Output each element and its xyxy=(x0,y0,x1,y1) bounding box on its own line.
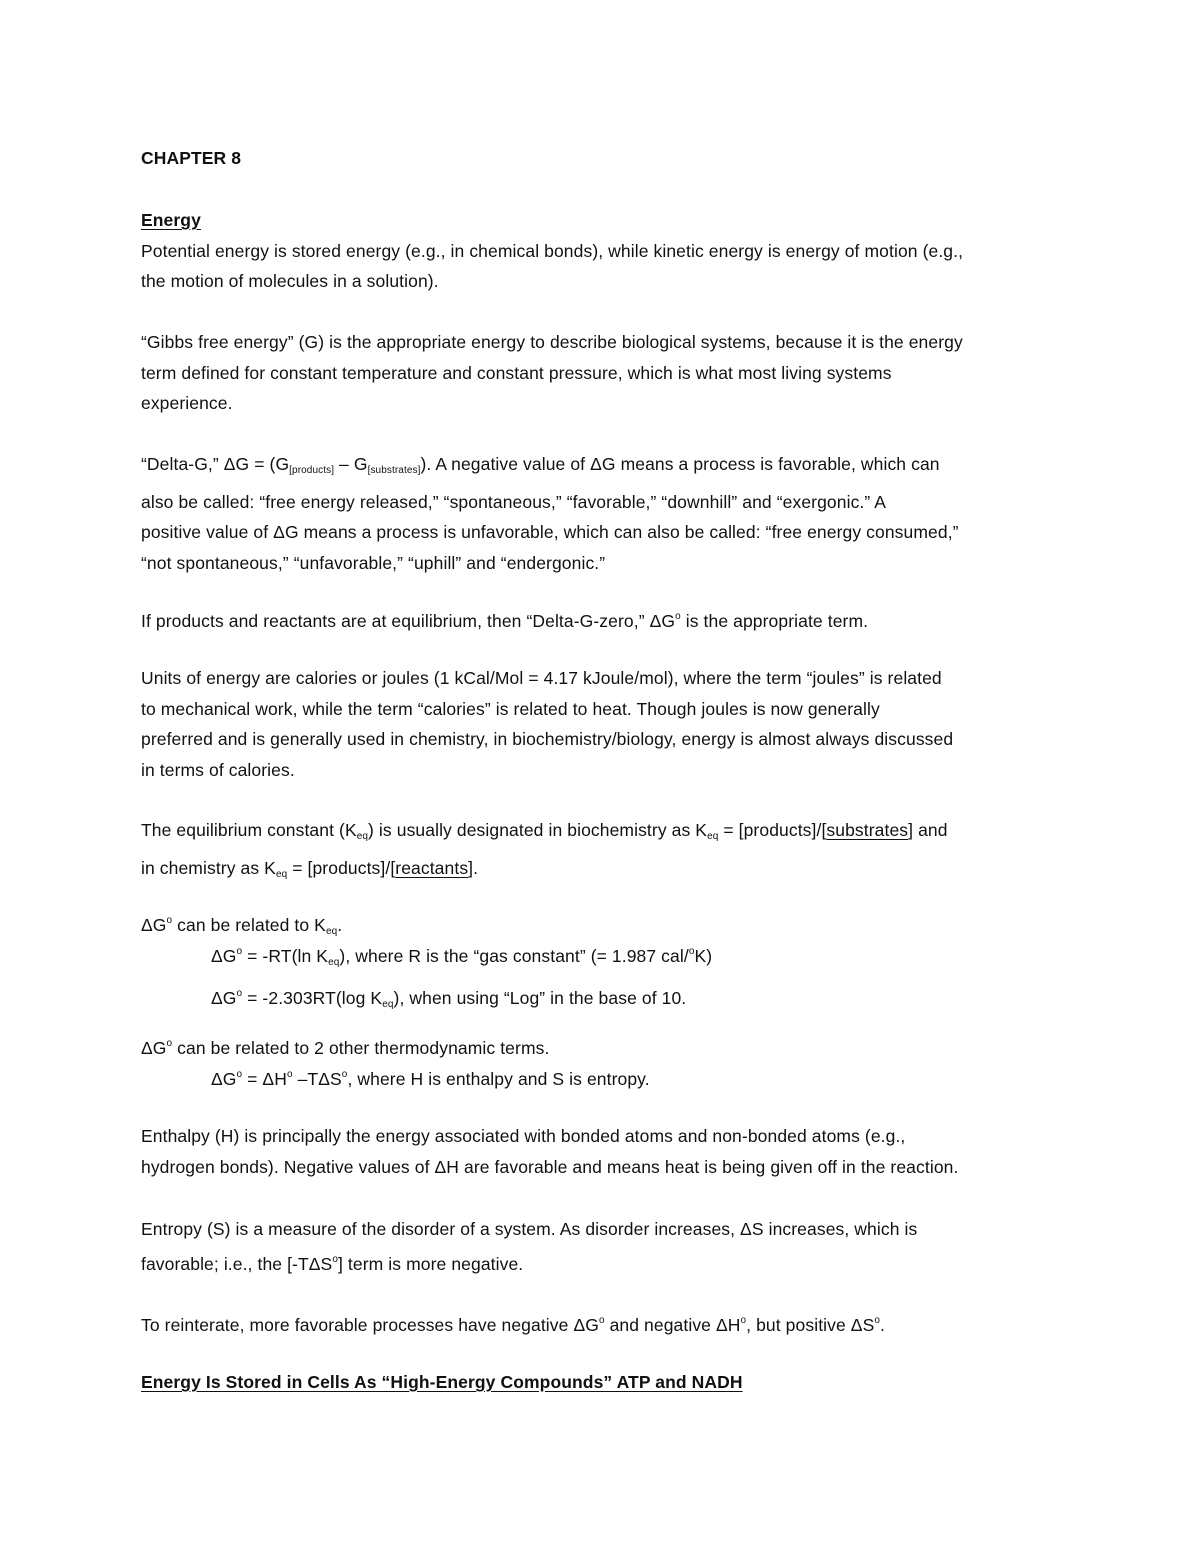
equilibrium-text: If products and reactants are at equilibrium, then “Delta-G-zero,” ΔG xyxy=(141,611,676,631)
gibbs-line-1: “Gibbs free energy” (G) is the appropriate energy to describe biological systems, because it is the energy xyxy=(141,332,963,352)
entropy-paragraph xyxy=(141,1214,1081,1279)
subscript: eq xyxy=(707,831,719,842)
reiterate-text: To reinterate, more favorable processes have negative ΔG xyxy=(141,1315,599,1335)
superscript: o xyxy=(236,1069,243,1080)
relation-text: can be related to 2 other thermodynamic terms. xyxy=(172,1038,550,1058)
delta-g-text: ). A negative value of ΔG means a process is favorable, which can xyxy=(420,454,940,474)
equation-text: ΔG xyxy=(211,946,237,966)
keq-underlined-term: substrates xyxy=(826,820,909,840)
units-line-4: in terms of calories. xyxy=(141,759,295,780)
superscript: o xyxy=(286,1069,293,1080)
equilibrium-text: is the appropriate term. xyxy=(680,611,869,631)
equation-text: K) xyxy=(694,946,713,966)
superscript: o xyxy=(166,1038,173,1049)
energy-heading: Energy xyxy=(141,210,201,230)
subscript: eq xyxy=(356,831,369,842)
equation-text: , where H is enthalpy and S is entropy. xyxy=(347,1069,650,1089)
energy-section xyxy=(141,205,1081,297)
equation-text: = -RT(ln K xyxy=(242,946,329,966)
enthalpy-paragraph xyxy=(141,1121,1081,1182)
units-paragraph xyxy=(141,663,1081,785)
reiterate-line xyxy=(141,1306,1081,1341)
enthalpy-line-2: hydrogen bonds). Negative values of ΔH are favorable and means heat is being given off in the reaction. xyxy=(141,1156,959,1177)
equation-gibbs-helmholtz xyxy=(211,1060,1151,1095)
entropy-text: ] term is more negative. xyxy=(338,1253,524,1274)
reiterate-text: . xyxy=(880,1315,885,1335)
subscript: eq xyxy=(275,868,288,880)
delta-g-text: “Delta-G,” ΔG = (G xyxy=(141,454,290,474)
units-line-2: to mechanical work, while the term “calories” is related to heat. Though joules is now generally xyxy=(141,698,880,719)
equation-text: ΔG xyxy=(211,987,237,1008)
equation-text: ΔG xyxy=(211,1069,237,1089)
superscript: o xyxy=(236,946,243,957)
subscript: [products] xyxy=(289,465,335,476)
superscript: o xyxy=(675,611,681,622)
superscript: o xyxy=(166,915,173,926)
units-line-3: preferred and is generally used in chemistry, in biochemistry/biology, energy is almost always discussed xyxy=(141,729,954,749)
entropy-text: favorable; i.e., the [-TΔS xyxy=(141,1253,333,1274)
delta-g-line-3: positive value of ΔG means a process is unfavorable, which can also be called: “free energy consumed,” xyxy=(141,522,959,542)
delta-g-paragraph xyxy=(141,449,1081,578)
equilibrium-line xyxy=(141,602,1081,637)
keq-text: ]. xyxy=(468,857,479,878)
entropy-line-1: Entropy (S) is a measure of the disorder of a system. As disorder increases, ΔS increases, which is xyxy=(141,1219,918,1239)
units-line-1: Units of energy are calories or joules (1 kCal/Mol = 4.17 kJoule/mol), where the term “joules” is related xyxy=(141,668,942,688)
enthalpy-line-1: Enthalpy (H) is principally the energy associated with bonded atoms and non-bonded atoms (e.g., xyxy=(141,1126,906,1146)
keq-text: = [products]/[ xyxy=(287,857,396,878)
equation-text: = -2.303RT(log K xyxy=(242,987,383,1008)
section-heading-high-energy-compounds: Energy Is Stored in Cells As “High-Energy Compounds” ATP and NADH xyxy=(141,1372,743,1392)
keq-text: ) is usually designated in biochemistry as K xyxy=(368,820,708,840)
relation-text: can be related to K xyxy=(172,915,326,935)
keq-text: = [products]/[ xyxy=(718,820,827,840)
delta-g-line-2: also be called: “free energy released,” “spontaneous,” “favorable,” “downhill” and “exergonic.” A xyxy=(141,491,887,512)
energy-para-line-2: the motion of molecules in a solution). xyxy=(141,271,439,291)
keq-paragraph xyxy=(141,815,1081,890)
superscript: o xyxy=(236,987,243,999)
superscript: o xyxy=(341,1069,348,1080)
superscript: o xyxy=(688,946,695,957)
gibbs-paragraph xyxy=(141,327,1081,419)
reiterate-text: and negative ΔH xyxy=(604,1315,741,1335)
superscript: o xyxy=(332,1253,338,1265)
subscript: eq xyxy=(328,957,340,968)
equation-ln xyxy=(211,937,1151,1020)
keq-text: ] and xyxy=(908,820,948,840)
keq-text: The equilibrium constant (K xyxy=(141,820,357,840)
relation-text: ΔG xyxy=(141,915,167,935)
relation-text: . xyxy=(337,915,343,935)
relation-thermo-intro xyxy=(141,1029,1081,1064)
keq-underlined-term: reactants xyxy=(395,857,469,878)
subscript: eq xyxy=(382,998,394,1010)
gibbs-line-3: experience. xyxy=(141,393,233,413)
superscript: o xyxy=(874,1315,881,1326)
subscript: [substrates] xyxy=(367,465,421,476)
chapter-title: CHAPTER 8 xyxy=(141,148,242,168)
delta-g-text: – G xyxy=(334,454,368,474)
reiterate-text: , but positive ΔS xyxy=(746,1315,875,1335)
equation-text: ), when using “Log” in the base of 10. xyxy=(393,987,687,1008)
keq-text: in chemistry as K xyxy=(141,857,276,878)
energy-para-line-1: Potential energy is stored energy (e.g., in chemical bonds), while kinetic energy is energy of motion (e.g., xyxy=(141,240,964,261)
superscript: o xyxy=(598,1315,605,1326)
subscript: eq xyxy=(325,926,338,937)
relation-text: ΔG xyxy=(141,1038,167,1058)
gibbs-line-2: term defined for constant temperature and constant pressure, which is what most living systems xyxy=(141,362,892,383)
equation-text: ), where R is the “gas constant” (= 1.987 cal/ xyxy=(339,946,689,966)
equation-text: = ΔH xyxy=(242,1069,287,1089)
equation-text: –TΔS xyxy=(292,1069,342,1089)
delta-g-line-4: “not spontaneous,” “unfavorable,” “uphill” and “endergonic.” xyxy=(141,552,606,573)
superscript: o xyxy=(740,1315,747,1326)
